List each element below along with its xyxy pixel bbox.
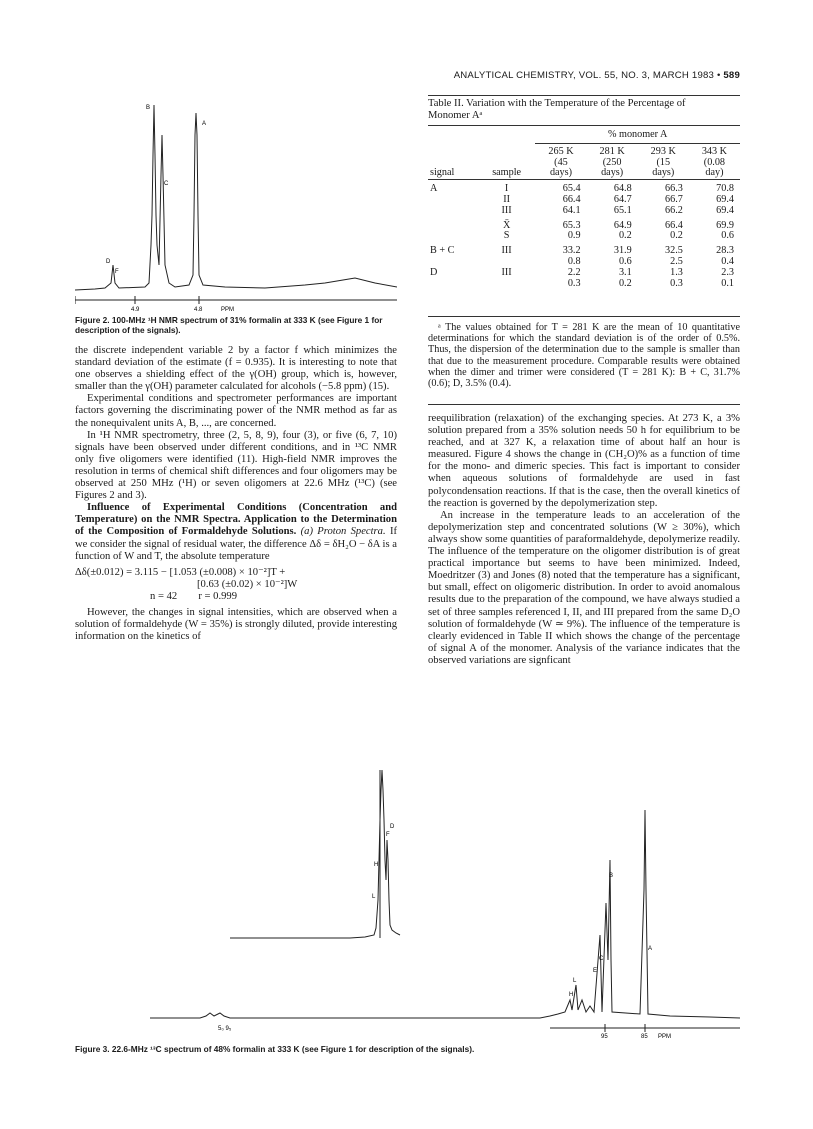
subsection-heading: (a) Proton Spectra. xyxy=(300,526,386,538)
fig3-peak-c: C xyxy=(599,956,604,962)
cell-signal: A xyxy=(430,183,438,195)
cell-sample: II xyxy=(503,193,511,205)
cell-value: 0.3 xyxy=(567,277,581,289)
cell-value: 66.7 xyxy=(665,193,683,205)
cell-value: 66.4 xyxy=(665,219,683,231)
cell-value: 33.2 xyxy=(562,245,581,257)
table-footnote-rule xyxy=(428,404,740,405)
axis-unit-ppm: PPM xyxy=(221,307,235,313)
section-heading: Influence of Experimental Conditions (Concentration and Temperature) on the NMR Spectra. Application to the Determination of the Composition of Formaldehyde Solutions. xyxy=(75,502,397,538)
cell-value: 0.2 xyxy=(670,230,683,242)
cell-sample: I xyxy=(504,183,509,195)
paragraph-4-text: If we consider the signal of residual water, the difference Δδ = δH₂O − δA is a function of W and T, the absolute temperature xyxy=(75,526,397,562)
cell-value: 1.3 xyxy=(670,266,683,278)
col-header-sample: sample xyxy=(492,167,522,179)
paragraph-4 xyxy=(75,502,397,562)
paragraph-2: Experimental conditions and spectrometer performances are important factors governing the discriminating power of the NMR method as far as the nonequivalent units A, B, ..., are concerned. xyxy=(75,393,397,429)
figure-2-spectrum xyxy=(75,95,397,313)
peak-label-c: C xyxy=(164,181,169,187)
table-footnote-text: ᵃ The values obtained for T = 281 K are the mean of 10 quantitative determinations for which the standard deviation is of the order of 0.5%. Thus, the dispersion of the determination due to the sample is smaller than that due to the measurement procedure. Comparable results were obtained when the dimer and trimer were considered (T = 281 K): B + C, 31.7% (0.6); D, 3.5% (0.4). xyxy=(428,322,740,390)
cell-value: 0.6 xyxy=(618,255,632,267)
table-row xyxy=(428,257,740,268)
cell-value: 66.2 xyxy=(665,204,683,216)
cell-value: 70.8 xyxy=(716,183,734,195)
figure-3-caption xyxy=(75,1044,735,1054)
cell-signal xyxy=(428,206,478,217)
table-row xyxy=(428,279,740,290)
page-number: 589 xyxy=(723,70,740,81)
table-row xyxy=(428,206,740,217)
cell-value: 32.5 xyxy=(665,245,683,257)
fig3-peak-e: E xyxy=(593,968,598,974)
cell-sample xyxy=(478,279,536,290)
table-top-rule xyxy=(428,95,740,96)
cell-sample: III xyxy=(501,266,512,278)
cell-value: 64.9 xyxy=(613,219,632,231)
cell-signal: D xyxy=(430,266,438,278)
table-title-rule xyxy=(428,125,740,126)
cell-value: 69.4 xyxy=(716,204,734,216)
cell-value: 0.6 xyxy=(721,230,734,242)
cell-sample: III xyxy=(501,204,512,216)
peak-label-d: D xyxy=(106,259,111,265)
cell-value: 0.2 xyxy=(618,277,632,289)
fig3-axis-85: 85 xyxy=(641,1034,648,1040)
table-header-row xyxy=(428,143,740,179)
col-header-signal: signal xyxy=(430,167,455,179)
table-row xyxy=(428,231,740,242)
cell-value: 64.1 xyxy=(562,204,581,216)
equation-stats: n = 42 r = 0.999 xyxy=(150,590,237,602)
cell-signal xyxy=(428,195,478,206)
figure-2-label: Figure 2. xyxy=(75,315,110,325)
fig3-axis-95: 95 xyxy=(601,1034,608,1040)
cell-value: 2.2 xyxy=(567,266,581,278)
cell-value: 0.3 xyxy=(670,277,683,289)
fig3-peak-l: L xyxy=(573,978,577,984)
figure-2-caption xyxy=(75,315,397,335)
fig3-label-d: D xyxy=(390,824,395,830)
fig3-label-h: H xyxy=(374,862,379,868)
peak-label-a: A xyxy=(202,121,207,127)
equation-line-1: Δδ(±0.012) = 3.115 − [1.053 (±0.008) × 10⁻²]T + xyxy=(75,566,286,578)
equation-line-2: [0.63 (±0.02) × 10⁻²]W xyxy=(197,578,298,590)
cell-value: 66.3 xyxy=(665,183,683,195)
cell-value: 65.3 xyxy=(562,219,581,231)
left-column-body xyxy=(75,345,397,643)
cell-sample: X̄ xyxy=(502,219,511,231)
table-row xyxy=(428,180,740,195)
right-column-body xyxy=(428,413,740,667)
col-header-281k: 281 K (250 days) xyxy=(599,145,625,179)
table-row xyxy=(428,217,740,232)
cell-signal xyxy=(428,217,478,232)
fig3-label-l: L xyxy=(372,894,376,900)
fig3-label-f: F xyxy=(386,832,390,838)
cell-value: 2.3 xyxy=(721,266,734,278)
cell-value: 65.1 xyxy=(613,204,632,216)
peak-label-f: F xyxy=(115,269,119,275)
table-row xyxy=(428,195,740,206)
cell-value: 0.4 xyxy=(721,255,734,267)
paragraph-3: In ¹H NMR spectrometry, three (2, 5, 8, 9), four (3), or five (6, 7, 10) signals have been observed under different conditions, and in ¹³C NMR only five oligomers were identified (11). High-field NMR improves the resolution in terms of chemical shift differences and four oligomers may be observed at 250 MHz (¹H) or seven oligomers at 22.6 MHz (¹³C) (see Figures 2 and 3). xyxy=(75,429,397,502)
cell-value: 69.9 xyxy=(716,219,734,231)
fig3-left-tick: 5₀ 9₅ xyxy=(218,1026,232,1032)
cell-sample: III xyxy=(501,245,512,257)
axis-tick-4-9: 4.9 xyxy=(131,307,140,313)
cell-sample: S xyxy=(503,230,510,242)
cell-value: 64.8 xyxy=(613,183,632,195)
cell-value: 0.9 xyxy=(567,230,581,242)
cell-signal: B + C xyxy=(430,245,455,257)
running-head xyxy=(428,70,740,81)
peak-label-b: B xyxy=(146,105,151,111)
cell-value: 28.3 xyxy=(716,245,734,257)
cell-value: 69.4 xyxy=(716,193,734,205)
table-2-title: Table II. Variation with the Temperature of the Percentage of Monomer Aᵃ xyxy=(428,98,686,121)
cell-value: 2.5 xyxy=(670,255,683,267)
right-paragraph-2: An increase in the temperature leads to an acceleration of the depolymerization step and concentrated solutions (W ≥ 30%), which always show some quantities of paraformaldehyde, depolymerize readily. The influence of the temperature on the oligomer distribution is of great practical importance but seems to have been minimized. Indeed, Moedritzer (3) and Jones (8) noted that the temperature has a significant, but small, effect on oligomeric distribution. In order to avoid anomalous results due to the preparation of the compound, we have always studied a set of three samples referenced I, II, and III prepared from the same D₂O solution of formaldehyde (W ≃ 9%). The influence of the temperature is clearly evidenced in Table II which shows the change of the percentage of signal A of the monomer. Analysis of the variance indicates that the observed variations are signficant xyxy=(428,509,740,666)
paragraph-1: the discrete independent variable 2 by a factor f which minimizes the standard deviation of the estimate (f = 0.935). It is interesting to note that one observes a shielding effect of the γ(OH) group, which is, however, smaller than the γ(OH) parameter calculated for alcohols (−5.8 ppm) (15). xyxy=(75,345,397,393)
cell-signal xyxy=(428,279,478,290)
col-header-293k: 293 K (15 days) xyxy=(650,145,676,179)
cell-value: 66.4 xyxy=(562,193,581,205)
cell-value: 3.1 xyxy=(618,266,632,278)
equation-block xyxy=(75,567,397,603)
figure-3-spectrum xyxy=(150,760,740,1040)
table-body xyxy=(428,180,740,290)
fig3-peak-b: B xyxy=(609,873,614,879)
figure-3-label: Figure 3. xyxy=(75,1044,110,1054)
table-bottom-rule xyxy=(428,316,740,317)
table-2 xyxy=(428,130,740,289)
cell-value: 65.4 xyxy=(562,183,581,195)
table-row xyxy=(428,268,740,279)
fig3-peak-a: A xyxy=(648,946,653,952)
cell-value: 0.8 xyxy=(567,255,581,267)
bullet: • xyxy=(716,70,721,81)
journal-citation: ANALYTICAL CHEMISTRY, VOL. 55, NO. 3, MARCH 1983 xyxy=(453,70,715,81)
cell-value: 0.2 xyxy=(618,230,632,242)
cell-signal xyxy=(428,231,478,242)
table-span-header-row xyxy=(428,130,740,143)
cell-value: 64.7 xyxy=(613,193,632,205)
fig3-peak-h: H xyxy=(569,992,574,998)
fig3-axis-ppm: PPM xyxy=(658,1034,672,1040)
paragraph-5: However, the changes in signal intensities, which are observed when a solution of formaldehyde (W = 35%) is strongly diluted, provide interesting information on the kinetics of xyxy=(75,606,397,643)
cell-value: 31.9 xyxy=(613,245,632,257)
figure-3-caption-text: 22.6-MHz ¹³C spectrum of 48% formalin at 333 K (see Figure 1 for description of the signals). xyxy=(111,1044,475,1054)
table-2-footnote xyxy=(428,322,740,389)
right-paragraph-1: reequilibration (relaxation) of the exchanging species. At 273 K, a 3% solution prepared from a 35% solution needs 50 h for equilibrium to be reached, and at 327 K, a relaxation time of about half an hour is measured. Figure 4 shows the change in (CH₂O)% as a function of time for the mono- and dimeric species. This fact is important to consider when aqueous solutions of formaldehyde are used in fast polycondensation reactions. If that is the case, then the overall kinetics of the reaction is governed by the depolymerization step. xyxy=(428,413,740,509)
col-header-265k: 265 K (45 days) xyxy=(548,145,574,179)
col-header-343k: 343 K (0.08 day) xyxy=(701,145,727,179)
table-span-header: % monomer A xyxy=(535,130,740,143)
cell-value: 0.1 xyxy=(721,277,734,289)
table-row xyxy=(428,242,740,257)
axis-tick-4-8: 4.8 xyxy=(194,307,203,313)
figure-2-caption-text: 100-MHz ¹H NMR spectrum of 31% formalin at 333 K (see Figure 1 for description of the signals). xyxy=(75,315,383,335)
